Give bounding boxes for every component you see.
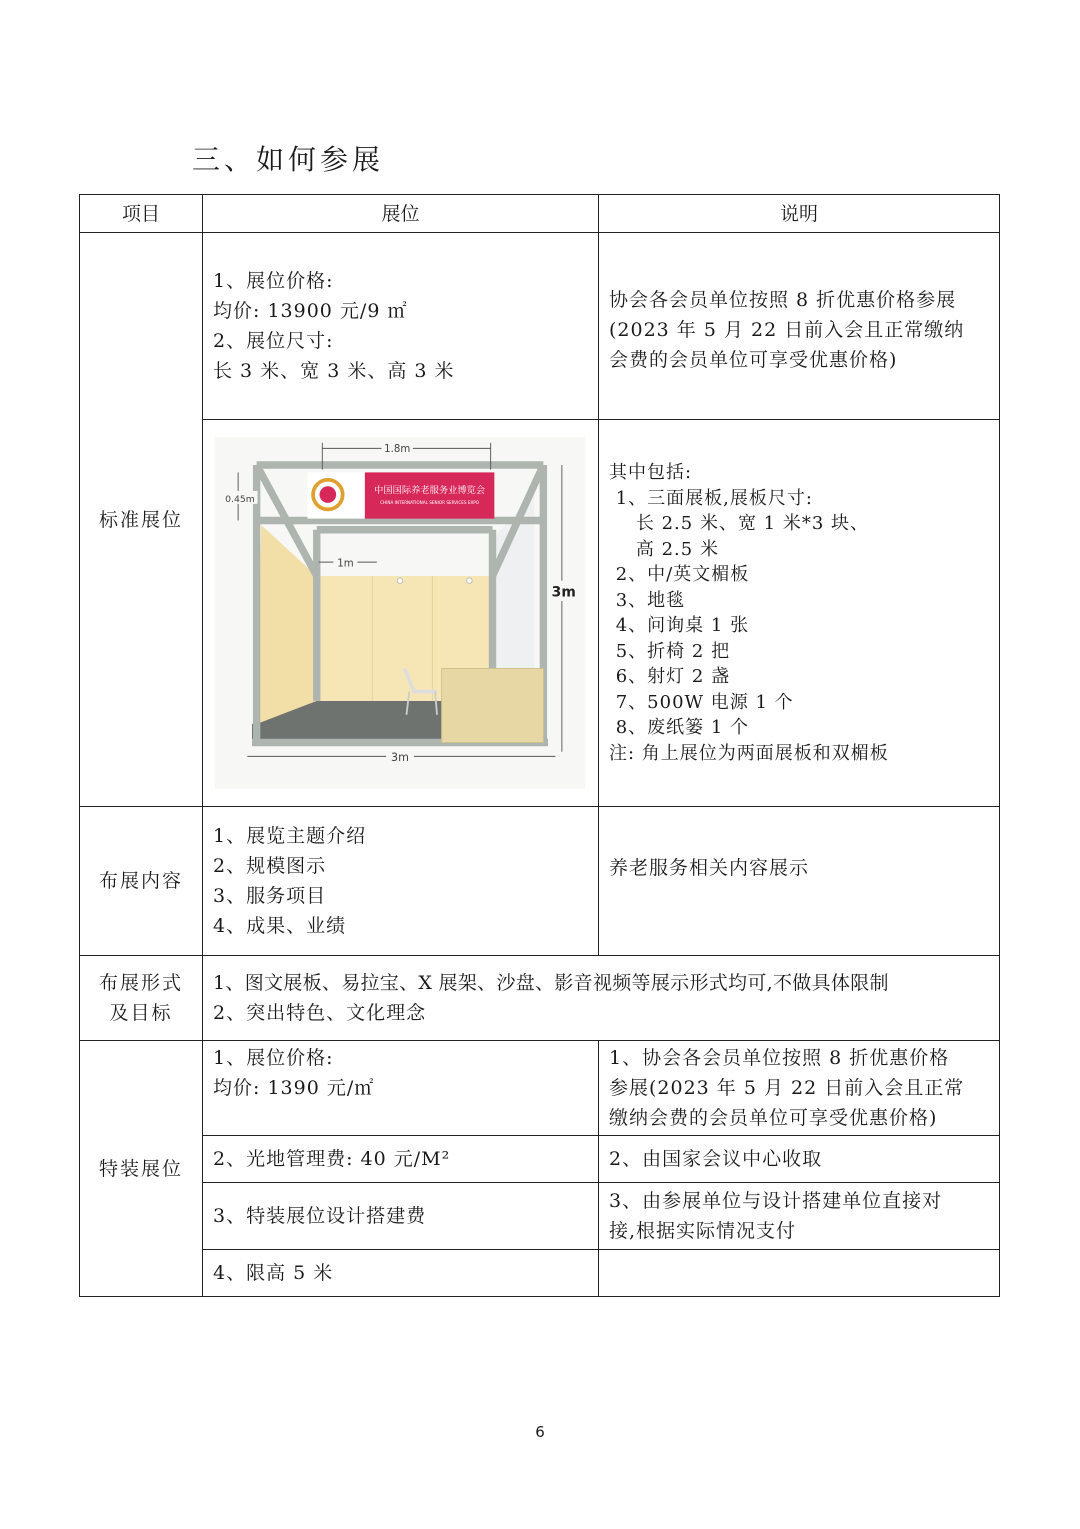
text-line: 4、限高 5 米 xyxy=(213,1262,334,1284)
text-line: 其中包括: xyxy=(609,462,693,483)
special-price-note-cell xyxy=(599,1041,1000,1136)
section-heading: 三、如何参展 xyxy=(192,143,385,176)
svg-text:3m: 3m xyxy=(391,751,409,764)
text-line: 均价: 13900 元/9 ㎡ xyxy=(213,300,408,322)
standard-includes-cell xyxy=(599,420,1000,807)
svg-text:中国国际养老服务业博览会: 中国国际养老服务业博览会 xyxy=(374,484,486,496)
special-height-note-cell xyxy=(599,1250,1000,1297)
header-item: 项目 xyxy=(80,195,203,233)
text-line: 4、问询桌 1 张 xyxy=(609,615,750,636)
text-line: 协会各会员单位按照 8 折优惠价格参展 xyxy=(609,289,957,311)
table-row-special-3 xyxy=(80,1183,1000,1250)
text-line: 8、废纸篓 1 个 xyxy=(609,717,750,738)
text-line: 3、由参展单位与设计搭建单位直接对 xyxy=(609,1190,943,1212)
text-line: 3、服务项目 xyxy=(213,885,327,907)
standard-price-cell xyxy=(203,233,599,420)
special-price-cell xyxy=(203,1041,599,1136)
table-row-special-4 xyxy=(80,1250,1000,1297)
table-row-form xyxy=(80,956,1000,1041)
svg-text:0.45m: 0.45m xyxy=(225,494,255,505)
text-line: 3、特装展位设计搭建费 xyxy=(213,1205,427,1227)
header-booth: 展位 xyxy=(203,195,599,233)
special-build-cell xyxy=(203,1183,599,1250)
text-line: 5、折椅 2 把 xyxy=(609,640,731,662)
text-line: 参展(2023 年 5 月 22 日前入会且正常 xyxy=(609,1077,965,1099)
text-line: 2、中/英文楣板 xyxy=(609,564,750,585)
text-line: (2023 年 5 月 22 日前入会且正常缴纳 xyxy=(609,319,965,341)
category-special xyxy=(80,1041,203,1297)
form-items-cell xyxy=(203,956,1000,1041)
svg-text:1m: 1m xyxy=(337,558,354,570)
category-label: 标准展位 xyxy=(98,508,183,531)
table-row-standard-price xyxy=(80,233,1000,420)
category-label: 特装展位 xyxy=(98,1157,183,1180)
text-line: 注: 角上展位为两面展板和双楣板 xyxy=(609,742,889,764)
svg-text:1.8m: 1.8m xyxy=(384,444,411,456)
standard-price-note-cell xyxy=(599,233,1000,420)
category-standard xyxy=(80,233,203,807)
page-number: 6 xyxy=(535,1423,545,1441)
svg-text:3m: 3m xyxy=(551,584,576,601)
category-label: 布展内容 xyxy=(98,870,183,892)
booth-image-cell xyxy=(203,420,599,807)
text-line: 接,根据实际情况支付 xyxy=(609,1220,797,1242)
special-height-cell xyxy=(203,1250,599,1297)
text-line: 4、成果、业绩 xyxy=(213,915,347,937)
text-line: 长 3 米、宽 3 米、高 3 米 xyxy=(213,360,455,382)
table-header-row xyxy=(80,195,1000,233)
category-form xyxy=(80,956,203,1041)
text-line: 1、展位价格: xyxy=(213,1047,334,1069)
special-fee-note-cell xyxy=(599,1136,1000,1183)
text-line: 缴纳会费的会员单位可享受优惠价格) xyxy=(609,1107,938,1129)
text-line: 高 2.5 米 xyxy=(609,538,719,560)
text-line: 1、协会各会员单位按照 8 折优惠价格 xyxy=(609,1047,950,1069)
svg-text:CHINA INTERNATIONAL SENIOR SER: CHINA INTERNATIONAL SENIOR SERVICES EXPO xyxy=(380,499,480,505)
content-items-cell xyxy=(203,807,599,956)
category-content xyxy=(80,807,203,956)
special-fee-cell xyxy=(203,1136,599,1183)
table-row-special-2 xyxy=(80,1136,1000,1183)
text-line: 1、展位价格: xyxy=(213,270,334,292)
table-row-special-1 xyxy=(80,1041,1000,1136)
text-line: 1、展览主题介绍 xyxy=(213,825,367,847)
text-line: 养老服务相关内容展示 xyxy=(609,857,810,879)
text-line: 2、展位尺寸: xyxy=(213,330,334,352)
text-line: 会费的会员单位可享受优惠价格) xyxy=(609,349,898,371)
text-line: 均价: 1390 元/㎡ xyxy=(213,1077,375,1099)
category-label: 布展形式 xyxy=(98,972,183,994)
category-label: 及目标 xyxy=(109,1002,173,1024)
text-line: 2、由国家会议中心收取 xyxy=(609,1148,823,1170)
special-build-note-cell xyxy=(599,1183,1000,1250)
text-line: 1、图文展板、易拉宝、X 展架、沙盘、影音视频等展示形式均可,不做具体限制 xyxy=(213,972,889,994)
text-line: 2、光地管理费: 40 元/M² xyxy=(213,1148,451,1170)
text-line: 7、500W 电源 1 个 xyxy=(609,691,794,713)
header-description: 说明 xyxy=(599,195,1000,233)
exhibition-table xyxy=(79,194,1000,1297)
text-line: 6、射灯 2 盏 xyxy=(609,666,731,687)
text-line: 2、突出特色、文化理念 xyxy=(213,1002,427,1024)
content-note-cell xyxy=(599,807,1000,956)
text-line: 长 2.5 米、宽 1 米*3 块、 xyxy=(609,513,870,534)
table-row-standard-image xyxy=(80,420,1000,807)
text-line: 3、地毯 xyxy=(609,589,686,611)
text-line: 2、规模图示 xyxy=(213,855,327,877)
booth-diagram-image xyxy=(215,428,585,798)
table-row-content xyxy=(80,807,1000,956)
text-line: 1、三面展板,展板尺寸: xyxy=(609,487,813,509)
